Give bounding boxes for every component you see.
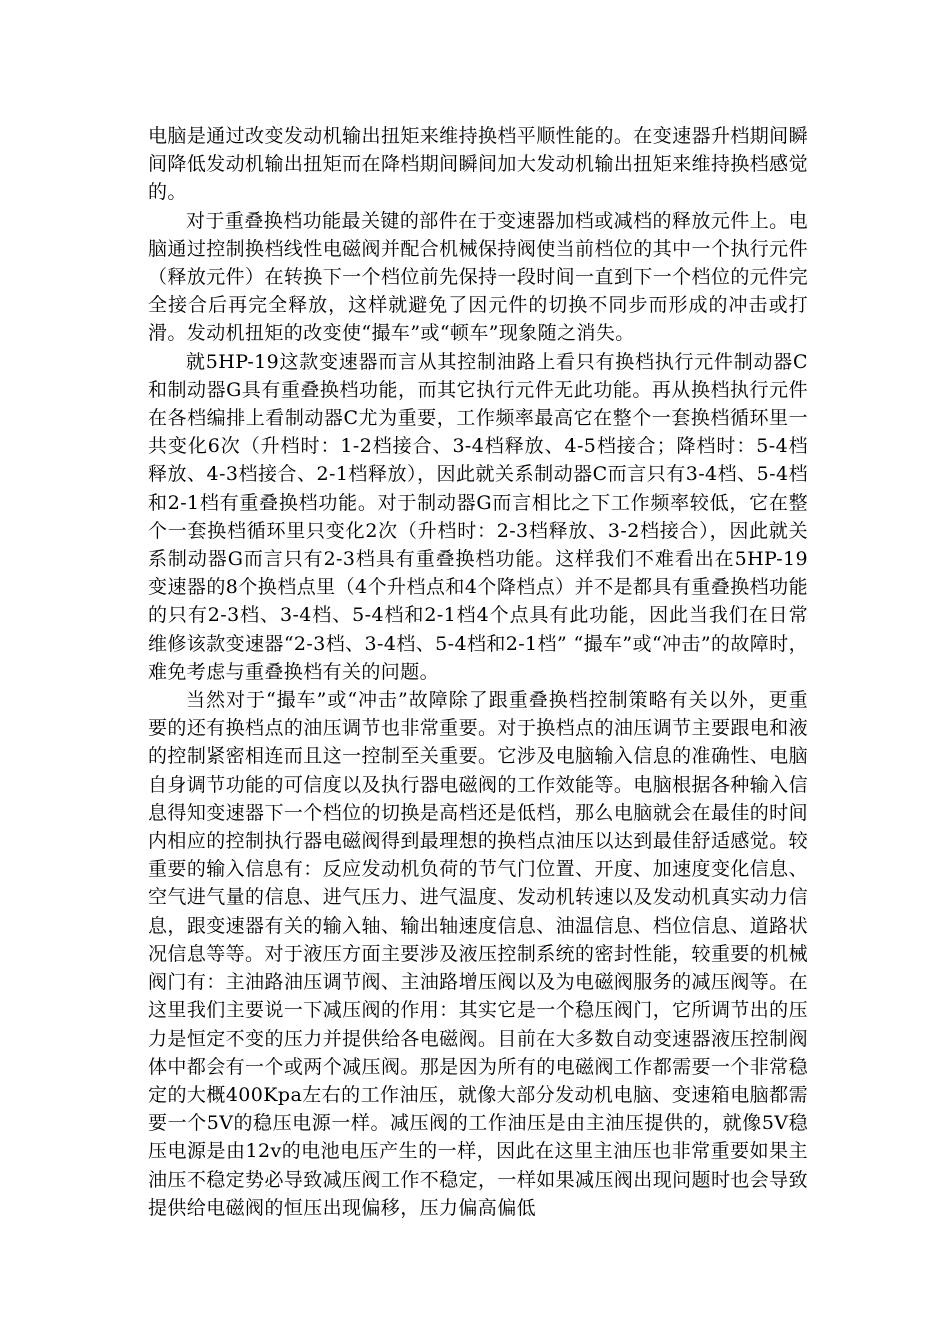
paragraph-3: 就5HP-19这款变速器而言从其控制油路上看只有换档执行元件制动器C和制动器G具有重叠换档功能，而其它执行元件无此功能。再从换档执行元件在各档编排上看制动器C尤为重要，工作频率最高它在整个一套换档循环里一共变化6次（升档时：1-2档接合、3-4档释放、4-5档接合；降档时：5-4档释放、4-3档接合、2-1档释放），因此就关系制动器C而言只有3-4档、5-4档和2-1档有重叠换档功能。对于制动器G而言相比之下工作频率较低，它在整个一套换档循环里只变化2次（升档时：2-3档释放、3-2档接合），因此就关系制动器G而言只有2-3档具有重叠换档功能。这样我们不难看出在5HP-19变速器的8个换档点里（4个升档点和4个降档点）并不是都具有重叠换档功能的只有2-3档、3-4档、5-4档和2-1档4个点具有此功能，因此当我们在日常维修该款变速器“2-3档、3-4档、5-4档和2-1档” “撮车”或“冲击”的故障时，难免考虑与重叠换档有关的问题。 — [148, 350, 808, 683]
paragraph-4: 当然对于“撮车”或“冲击”故障除了跟重叠换档控制策略有关以外，更重要的还有换档点的油压调节也非常重要。对于换档点的油压调节主要跟电和液的控制紧密相连而且这一控制至关重要。它涉及电脑输入信息的准确性、电脑自身调节功能的可信度以及执行器电磁阀的工作效能等。电脑根据各种输入信息得知变速器下一个档位的切换是高档还是低档，那么电脑就会在最佳的时间内相应的控制执行器电磁阀得到最理想的换档点油压以达到最佳舒适感觉。较重要的输入信息有：反应发动机负荷的节气门位置、开度、加速度变化信息、空气进气量的信息、进气压力、进气温度、发动机转速以及发动机真实动力信息，跟变速器有关的输入轴、输出轴速度信息、油温信息、档位信息、道路状况信息等等。对于液压方面主要涉及液压控制系统的密封性能，较重要的机械阀门有：主油路油压调节阀、主油路增压阀以及为电磁阀服务的减压阀等。在这里我们主要说一下减压阀的作用：其实它是一个稳压阀门，它所调节出的压力是恒定不变的压力并提供给各电磁阀。目前在大多数自动变速器液压控制阀体中都会有一个或两个减压阀。那是因为所有的电磁阀工作都需要一个非常稳定的大概400Kpa左右的工作油压，就像大部分发动机电脑、变速箱电脑都需要一个5V的稳压电源一样。减压阀的工作油压是由主油压提供的，就像5V稳压电源是由12v的电池电压产生的一样，因此在这里主油压也非常重要如果主油压不稳定势必导致减压阀工作不稳定，一样如果减压阀出现问题时也会导致提供给电磁阀的恒压出现偏移，压力偏高偏低 — [148, 689, 808, 1219]
paragraph-2: 对于重叠换档功能最关键的部件在于变速器加档或减档的释放元件上。电脑通过控制换档线性电磁阀并配合机械保持阀使当前档位的其中一个执行元件（释放元件）在转换下一个档位前先保持一段时间一直到下一个档位的元件完全接合后再完全释放，这样就避免了因元件的切换不同步而形成的冲击或打滑。发动机扭矩的改变使“撮车”或“顿车”现象随之消失。 — [148, 209, 808, 345]
paragraph-1: 电脑是通过改变发动机输出扭矩来维持换档平顺性能的。在变速器升档期间瞬间降低发动机输出扭矩而在降档期间瞬间加大发动机输出扭矩来维持换档感觉的。 — [148, 125, 808, 204]
document-body — [148, 122, 808, 1222]
